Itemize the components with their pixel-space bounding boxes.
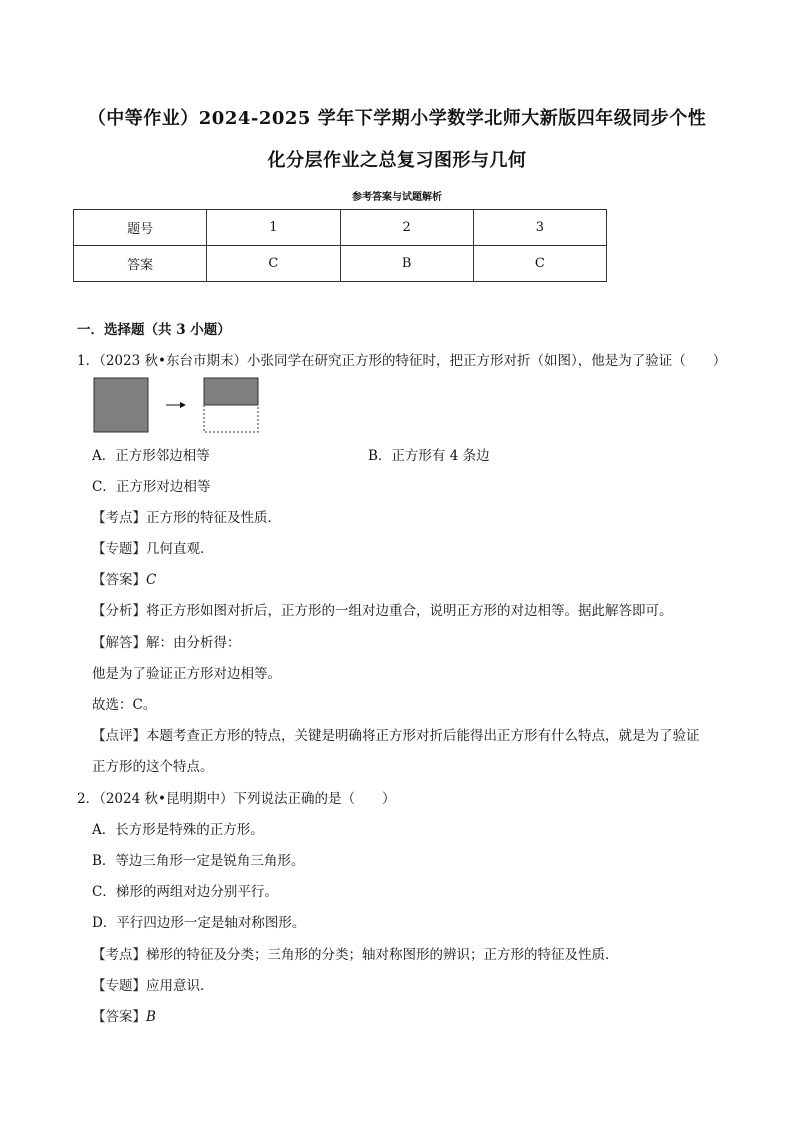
table-cell: 答案 xyxy=(74,246,207,282)
question-1-zhuanti xyxy=(92,537,214,557)
table-row xyxy=(74,246,607,282)
question-1-option-c: C．正方形对边相等 xyxy=(92,479,211,495)
daan-text: B xyxy=(146,1009,156,1025)
question-1-jieda-line3: 故选：C。 xyxy=(92,697,157,713)
table-cell: 2 xyxy=(340,210,473,246)
zhuanti-text: 应用意识． xyxy=(146,978,214,994)
dashed-half-outline xyxy=(204,405,258,432)
square-shape xyxy=(94,378,148,432)
kaodian-tag: 【考点】 xyxy=(92,510,146,526)
question-2-option-d: D．平行四边形一定是轴对称图形。 xyxy=(92,915,306,931)
question-2-zhuanti xyxy=(92,974,214,994)
section-title: 一．选择题（共 3 小题） xyxy=(77,322,231,338)
document-title-line2: 化分层作业之总复习图形与几何 xyxy=(267,150,527,171)
dianping-text: 本题考查正方形的特点，关键是明确将正方形对折后能得出正方形有什么特点，就是为了验证 xyxy=(146,728,700,744)
question-2-stem: 2．（2024 秋•昆明期中）下列说法正确的是（ ） xyxy=(77,791,396,807)
kaodian-text: 梯形的特征及分类；三角形的分类；轴对称图形的辨识；正方形的特征及性质． xyxy=(146,947,619,963)
fold-square-figure xyxy=(93,377,273,433)
daan-text: C xyxy=(146,572,157,588)
table-row xyxy=(74,210,607,246)
question-1-option-a: A．正方形邻边相等 xyxy=(92,448,210,464)
question-1-dianping-line2: 正方形的这个特点。 xyxy=(92,759,214,775)
kaodian-text: 正方形的特征及性质． xyxy=(146,510,281,526)
document-subtitle: 参考答案与试题解析 xyxy=(352,192,442,203)
table-cell: 题号 xyxy=(74,210,207,246)
arrow-head xyxy=(180,402,186,408)
zhuanti-tag: 【专题】 xyxy=(92,541,146,557)
question-2-option-b: B．等边三角形一定是锐角三角形。 xyxy=(92,853,305,869)
question-1-daan xyxy=(92,568,156,588)
jieda-text: 解：由分析得： xyxy=(146,635,241,651)
question-2-option-c: C．梯形的两组对边分别平行。 xyxy=(92,884,278,900)
daan-tag: 【答案】 xyxy=(92,1009,146,1025)
dianping-tag: 【点评】 xyxy=(92,728,146,744)
fenxi-tag: 【分析】 xyxy=(92,603,146,619)
table-cell: C xyxy=(207,246,340,282)
question-1-kaodian xyxy=(92,506,281,526)
question-2-daan xyxy=(92,1005,156,1025)
table-cell: C xyxy=(473,246,606,282)
question-1-fenxi xyxy=(92,599,673,619)
folded-half-shape xyxy=(204,378,258,405)
answer-table xyxy=(73,209,607,282)
question-1-jieda-line2: 他是为了验证正方形对边相等。 xyxy=(92,666,281,682)
zhuanti-tag: 【专题】 xyxy=(92,978,146,994)
question-1-stem: 1．（2023 秋•东台市期末）小张同学在研究正方形的特征时，把正方形对折（如图），他是为了验证（ ） xyxy=(77,353,727,369)
kaodian-tag: 【考点】 xyxy=(92,947,146,963)
jieda-tag: 【解答】 xyxy=(92,635,146,651)
document-title-line1: （中等作业）2024-2025 学年下学期小学数学北师大新版四年级同步个性 xyxy=(87,108,707,129)
table-cell: 3 xyxy=(473,210,606,246)
question-1-dianping xyxy=(92,724,700,744)
question-1-jieda xyxy=(92,631,241,651)
question-1-option-b: B．正方形有 4 条边 xyxy=(368,448,490,464)
zhuanti-text: 几何直观． xyxy=(146,541,214,557)
table-cell: B xyxy=(340,246,473,282)
daan-tag: 【答案】 xyxy=(92,572,146,588)
question-2-option-a: A．长方形是特殊的正方形。 xyxy=(92,822,264,838)
question-2-kaodian xyxy=(92,943,619,963)
fenxi-text: 将正方形如图对折后，正方形的一组对边重合，说明正方形的对边相等。据此解答即可。 xyxy=(146,603,673,619)
table-cell: 1 xyxy=(207,210,340,246)
